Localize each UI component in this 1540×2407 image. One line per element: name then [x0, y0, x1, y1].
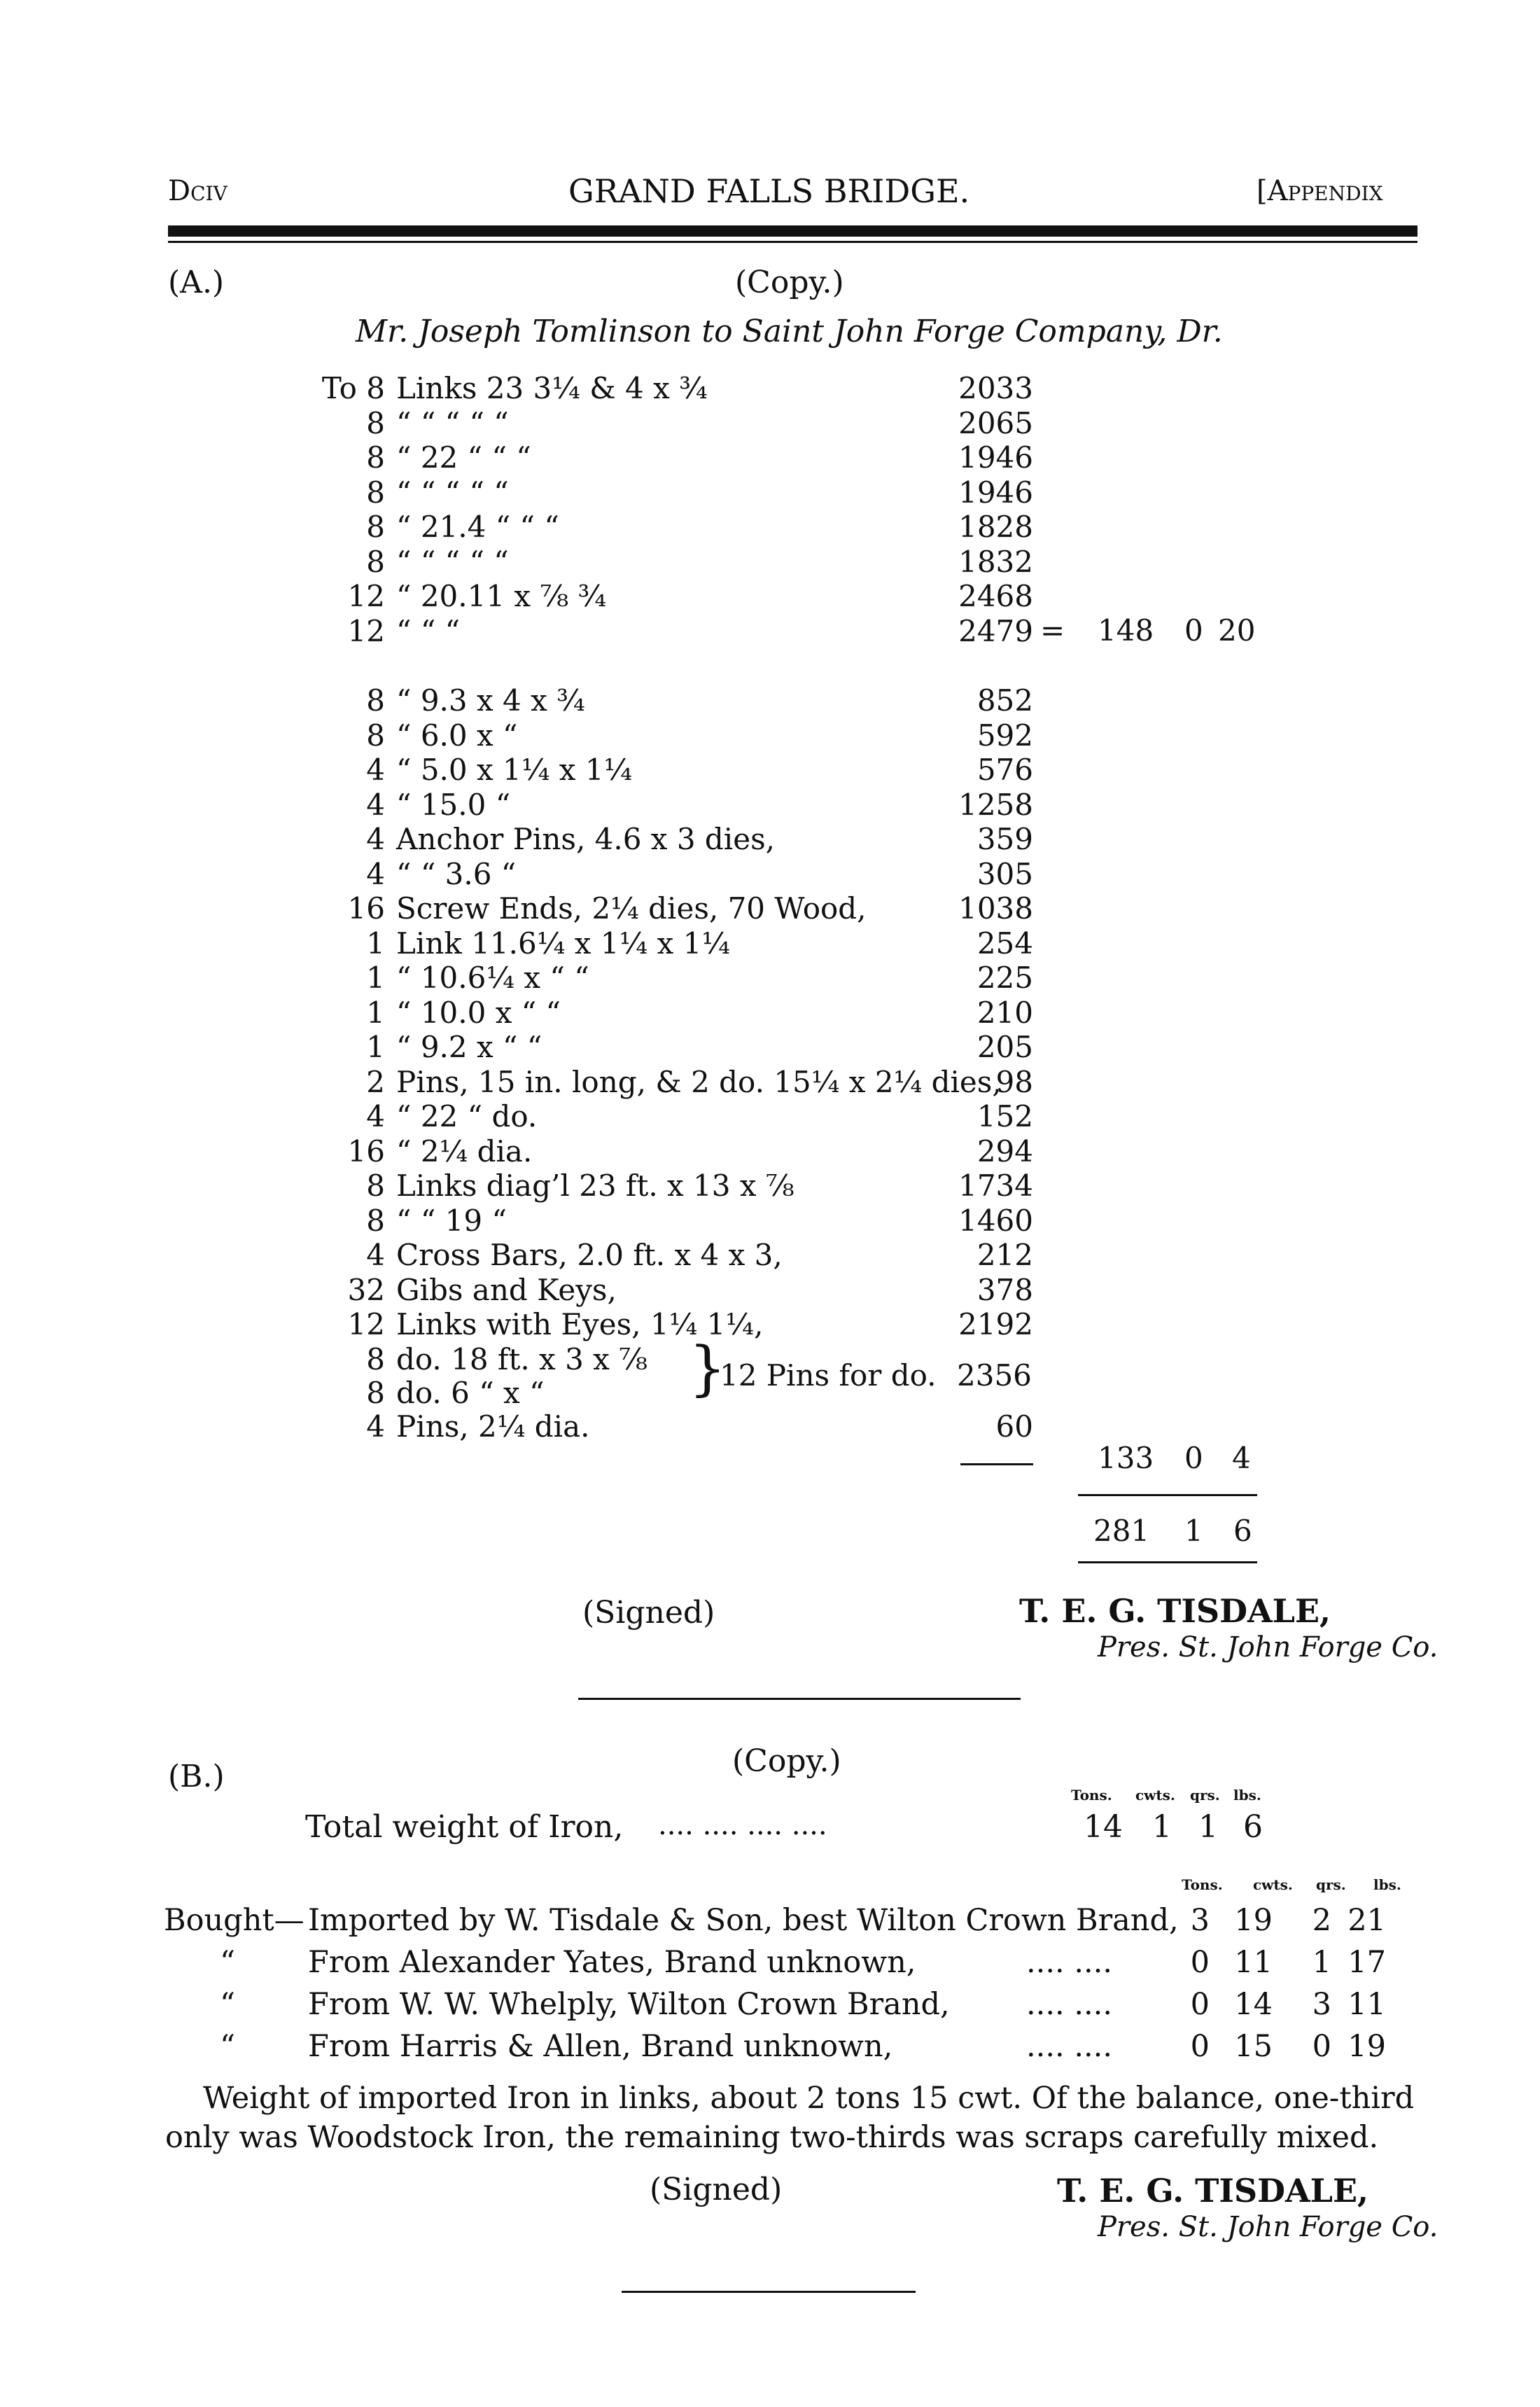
- note-line-1: Weight of imported Iron in links, about 2 tons 15 cwt. Of the balance, one-third: [203, 2081, 1415, 2116]
- item-g2-qty: 8: [366, 683, 385, 718]
- bought-leader: .... ....: [1026, 1945, 1113, 1980]
- item-g2-desc: Pins, 15 in. long, & 2 do. 15¼ x 2¼ dies,: [396, 1064, 1002, 1099]
- item-g1-qty: 8: [366, 475, 385, 510]
- item-g1-qty: To 8: [321, 371, 385, 405]
- item-g2-weight: 305: [976, 856, 1033, 891]
- group1-total-tons: 148: [1098, 613, 1154, 648]
- item-g2-qty: 1: [366, 961, 385, 995]
- item-g1-weight: 1946: [958, 475, 1033, 510]
- bought-leader: .... ....: [1026, 1987, 1113, 2022]
- item-g2-desc: “ “ 19 “: [396, 1203, 507, 1238]
- grand-total-tons: 281: [1093, 1514, 1150, 1548]
- bought-prefix: “: [220, 1945, 235, 1980]
- total-weight-leader: .... .... .... ....: [658, 1809, 827, 1841]
- item-g2-weight: 254: [976, 926, 1033, 961]
- item-g2-qty: 8: [366, 1168, 385, 1203]
- item-g2-desc: “ 6.0 x “: [396, 718, 518, 753]
- bracket-row-2-desc: do. 6 “ x “: [396, 1376, 545, 1410]
- item-g1-desc: “ 22 “ “ “: [396, 440, 531, 475]
- item-g2-weight: 294: [976, 1133, 1033, 1168]
- item-g2-qty: 1: [366, 995, 385, 1030]
- item-g2-qty: 16: [347, 891, 385, 926]
- bracket-row-2-qty: 8: [366, 1376, 385, 1410]
- item-g2-desc: “ 22 “ do.: [396, 1099, 538, 1133]
- item-g1-weight: 2468: [958, 579, 1033, 613]
- bought-value-qrs: 3: [1312, 1987, 1331, 2022]
- bracket-row-1-desc: do. 18 ft. x 3 x ⅞: [396, 1342, 648, 1376]
- total-weight-cwts: 1: [1152, 1809, 1172, 1845]
- item-g2-weight: 576: [976, 753, 1033, 787]
- last-row-desc: Pins, 2¼ dia.: [396, 1409, 590, 1444]
- item-g1-desc: “ 20.11 x ⅞ ¾: [396, 579, 607, 613]
- signatory-title-a: Pres. St. John Forge Co.: [1098, 1631, 1438, 1663]
- bought-leader: .... ....: [1026, 2029, 1113, 2064]
- item-g1-weight: 1832: [958, 544, 1033, 579]
- section-b-label: (B.): [168, 1759, 225, 1794]
- bought-value-cwts: 19: [1234, 1903, 1273, 1938]
- item-g1-qty: 12: [347, 579, 385, 613]
- bought-col-header-qrs: qrs.: [1316, 1876, 1346, 1893]
- invoice-title: Mr. Joseph Tomlinson to Saint John Forge Company, Dr.: [356, 314, 1223, 349]
- signed-label-b: (Signed): [650, 2172, 783, 2207]
- item-g2-desc: Anchor Pins, 4.6 x 3 dies,: [396, 822, 775, 856]
- item-g2-weight: 1258: [958, 787, 1033, 822]
- total-col-header-cwts: cwts.: [1135, 1787, 1175, 1803]
- page-title: GRAND FALLS BRIDGE.: [568, 172, 970, 210]
- total-weight-label: Total weight of Iron,: [305, 1809, 624, 1845]
- bought-value-cwts: 14: [1234, 1987, 1273, 2022]
- item-g2-desc: “ 2¼ dia.: [396, 1133, 533, 1168]
- bought-value-qrs: 2: [1312, 1903, 1331, 1938]
- item-g1-weight: 2479: [958, 613, 1033, 648]
- item-g2-desc: “ 5.0 x 1¼ x 1¼: [396, 753, 633, 787]
- total-rule-bottom: [1078, 1561, 1257, 1563]
- bought-prefix: “: [220, 1987, 235, 2022]
- item-g1-qty: 8: [366, 440, 385, 475]
- last-row-qty: 4: [366, 1409, 385, 1444]
- item-g2-weight: 205: [976, 1030, 1033, 1064]
- bought-value-lbs: 17: [1348, 1945, 1386, 1980]
- item-g2-weight: 210: [976, 995, 1033, 1030]
- bought-value-lbs: 19: [1348, 2029, 1386, 2064]
- bought-desc: Imported by W. Tisdale & Son, best Wilton Crown Brand,: [308, 1903, 1179, 1938]
- item-g1-desc: “ “ “ “ “: [396, 475, 509, 510]
- item-g2-weight: 592: [976, 718, 1033, 753]
- item-g1-qty: 8: [366, 544, 385, 579]
- item-g1-qty: 8: [366, 405, 385, 440]
- signed-label-a: (Signed): [582, 1595, 715, 1631]
- section-b-end-rule: [622, 2291, 916, 2293]
- group1-total-cwts: 0: [1184, 613, 1203, 648]
- item-g2-qty: 4: [366, 1099, 385, 1133]
- bought-prefix: Bought—: [164, 1903, 304, 1938]
- total-weight-tons: 14: [1084, 1809, 1123, 1845]
- section-a-end-rule: [578, 1698, 1021, 1700]
- section-a-label: (A.): [168, 265, 225, 300]
- copy-label-a: (Copy.): [735, 265, 844, 300]
- item-g2-weight: 1734: [958, 1168, 1033, 1203]
- signatory-title-b: Pres. St. John Forge Co.: [1098, 2211, 1438, 2243]
- note-line-2: only was Woodstock Iron, the remaining two-thirds was scraps carefully mixed.: [165, 2120, 1379, 2155]
- item-g2-desc: “ 9.3 x 4 x ¾: [396, 683, 585, 718]
- bought-value-lbs: 11: [1348, 1987, 1386, 2022]
- total-col-header-lbs: lbs.: [1233, 1787, 1261, 1803]
- item-g1-weight: 2033: [958, 371, 1033, 405]
- group2-dash-rule: [960, 1463, 1033, 1465]
- item-g1-desc: “ “ “ “ “: [396, 544, 509, 579]
- total-weight-qrs: 1: [1198, 1809, 1218, 1845]
- item-g1-weight: 1828: [958, 510, 1033, 544]
- item-g2-qty: 32: [347, 1272, 385, 1307]
- item-g1-qty: 8: [366, 510, 385, 544]
- grand-total-cwts: 1: [1184, 1514, 1203, 1548]
- copy-label-b: (Copy.): [732, 1743, 841, 1779]
- group2-total-cwts: 0: [1184, 1441, 1203, 1475]
- bought-value-tons: 0: [1190, 1987, 1210, 2022]
- item-g1-weight: 1946: [958, 440, 1033, 475]
- item-g2-desc: “ 15.0 “: [396, 787, 511, 822]
- signatory-b: T. E. G. TISDALE,: [1057, 2172, 1369, 2210]
- header-rule-thick: [168, 225, 1418, 237]
- total-col-header-qrs: qrs.: [1190, 1787, 1220, 1803]
- bought-col-header-tons: Tons.: [1182, 1876, 1223, 1893]
- item-g2-qty: 1: [366, 926, 385, 961]
- total-weight-lbs: 6: [1243, 1809, 1263, 1845]
- grand-total-qrs: 6: [1233, 1514, 1252, 1548]
- bought-value-tons: 0: [1190, 2029, 1210, 2064]
- item-g2-weight: 225: [976, 961, 1033, 995]
- header-rule-thin: [168, 241, 1418, 243]
- appendix-label: [Appendix: [1256, 175, 1383, 207]
- total-rule-top: [1078, 1494, 1257, 1496]
- bought-desc: From Alexander Yates, Brand unknown,: [308, 1945, 916, 1980]
- total-col-header-tons: Tons.: [1071, 1787, 1112, 1803]
- bought-col-header-lbs: lbs.: [1373, 1876, 1401, 1893]
- item-g2-qty: 4: [366, 1238, 385, 1272]
- item-g2-weight: 378: [976, 1272, 1033, 1307]
- item-g1-desc: “ 21.4 “ “ “: [396, 510, 559, 544]
- item-g2-qty: 12: [347, 1307, 385, 1341]
- item-g1-weight: 2065: [958, 405, 1033, 440]
- item-g2-desc: Links diag’l 23 ft. x 13 x ⅞: [396, 1168, 794, 1203]
- item-g2-qty: 4: [366, 856, 385, 891]
- bought-value-cwts: 11: [1234, 1945, 1273, 1980]
- bought-value-tons: 0: [1190, 1945, 1210, 1980]
- item-g2-desc: Cross Bars, 2.0 ft. x 4 x 3,: [396, 1238, 783, 1272]
- last-row-weight: 60: [995, 1409, 1033, 1444]
- bought-value-qrs: 1: [1312, 1945, 1331, 1980]
- item-g2-weight: 1460: [958, 1203, 1033, 1238]
- item-g2-desc: “ 9.2 x “ “: [396, 1030, 542, 1064]
- item-g2-qty: 8: [366, 1203, 385, 1238]
- right-brace-icon: }: [689, 1334, 727, 1402]
- item-g2-weight: 359: [976, 822, 1033, 856]
- bought-value-qrs: 0: [1312, 2029, 1331, 2064]
- item-g2-desc: Link 11.6¼ x 1¼ x 1¼: [396, 926, 731, 961]
- item-g2-qty: 2: [366, 1064, 385, 1099]
- bought-prefix: “: [220, 2029, 235, 2064]
- bought-value-lbs: 21: [1348, 1903, 1386, 1938]
- item-g2-weight: 852: [976, 683, 1033, 718]
- item-g2-weight: 2192: [958, 1307, 1033, 1341]
- item-g2-weight: 152: [976, 1099, 1033, 1133]
- item-g2-desc: “ 10.0 x “ “: [396, 995, 561, 1030]
- item-g2-desc: Links with Eyes, 1¼ 1¼,: [396, 1307, 764, 1341]
- item-g2-desc: Screw Ends, 2¼ dies, 70 Wood,: [396, 891, 867, 926]
- bought-desc: From W. W. Whelply, Wilton Crown Brand,: [308, 1987, 950, 2022]
- item-g2-qty: 4: [366, 822, 385, 856]
- item-g2-desc: “ 10.6¼ x “ “: [396, 961, 589, 995]
- item-g1-desc: “ “ “: [396, 613, 461, 648]
- item-g2-qty: 1: [366, 1030, 385, 1064]
- item-g2-qty: 8: [366, 718, 385, 753]
- group1-total-qrs: 20: [1218, 613, 1256, 648]
- signatory-a: T. E. G. TISDALE,: [1019, 1592, 1331, 1630]
- group1-equals: =: [1040, 613, 1065, 648]
- bought-desc: From Harris & Allen, Brand unknown,: [308, 2029, 893, 2064]
- item-g2-desc: “ “ 3.6 “: [396, 856, 517, 891]
- item-g2-weight: 98: [995, 1064, 1033, 1099]
- item-g2-weight: 212: [976, 1238, 1033, 1272]
- group2-total-tons: 133: [1098, 1441, 1154, 1475]
- page-number: Dciv: [168, 175, 227, 207]
- item-g2-qty: 4: [366, 753, 385, 787]
- item-g1-qty: 12: [347, 613, 385, 648]
- group2-total-qrs: 4: [1232, 1441, 1251, 1475]
- bracket-note: 12 Pins for do.: [720, 1358, 937, 1393]
- bracket-row-1-qty: 8: [366, 1342, 385, 1376]
- item-g2-desc: Gibs and Keys,: [396, 1272, 617, 1307]
- item-g2-weight: 1038: [958, 891, 1033, 926]
- item-g1-desc: Links 23 3¼ & 4 x ¾: [396, 371, 708, 405]
- bracket-weight: 2356: [957, 1358, 1032, 1393]
- bought-value-cwts: 15: [1234, 2029, 1273, 2064]
- item-g2-qty: 16: [347, 1133, 385, 1168]
- item-g2-qty: 4: [366, 787, 385, 822]
- bought-value-tons: 3: [1190, 1903, 1210, 1938]
- item-g1-desc: “ “ “ “ “: [396, 405, 509, 440]
- bought-col-header-cwts: cwts.: [1253, 1876, 1293, 1893]
